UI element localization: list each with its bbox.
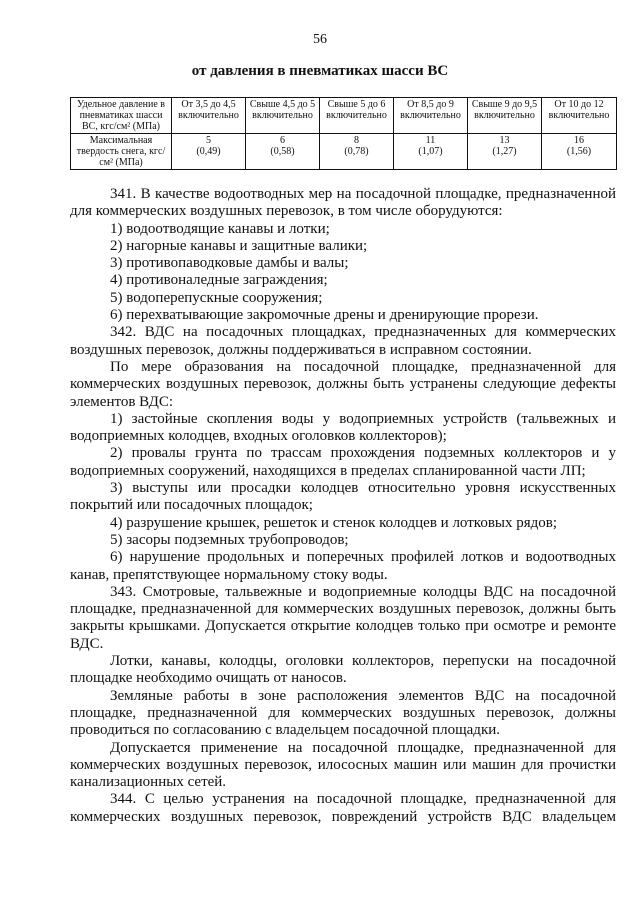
cell-value: 5 bbox=[206, 135, 211, 146]
table-column-header: От 8,5 до 9 включительно bbox=[394, 98, 468, 134]
list-item: 3) выступы или просадки колодцев относительно уровня искусственных покрытий или посадочных площадок; bbox=[70, 480, 616, 514]
table-row-label: Максимальная твердость снега, кгс/см² (МПа) bbox=[71, 134, 172, 170]
table-cell bbox=[172, 134, 246, 170]
cell-value: 8 bbox=[354, 135, 359, 146]
list-item: 1) водоотводящие канавы и лотки; bbox=[110, 220, 330, 237]
cell-value: 6 bbox=[280, 135, 285, 146]
section-heading: от давления в пневматиках шасси ВС bbox=[191, 63, 449, 79]
table-cell bbox=[246, 134, 320, 170]
list-item: 2) нагорные канавы и защитные валики; bbox=[110, 237, 368, 254]
table-cell bbox=[394, 134, 468, 170]
paragraph-343-machines: Допускается применение на посадочной площадке, предназначенной для коммерческих воздушных перевозок, илососных машин или машин для прочистки канализационных сетей. bbox=[70, 739, 616, 791]
cell-value-mpa: (0,49) bbox=[196, 146, 221, 157]
cell-value: 16 bbox=[574, 135, 584, 146]
cell-value-mpa: (1,56) bbox=[566, 146, 592, 157]
page-number: 56 bbox=[313, 32, 327, 47]
table-header-label: Удельное давление в пневматиках шасси ВС, кгс/см² (МПа) bbox=[71, 98, 172, 134]
list-item: 6) перехватывающие закромочные дрены и дренирующие прорези. bbox=[110, 307, 539, 324]
table-cell bbox=[542, 134, 617, 170]
list-item: 5) водоперепускные сооружения; bbox=[110, 289, 323, 306]
list-item: 5) засоры подземных трубопроводов; bbox=[110, 531, 349, 548]
table-column-header: От 3,5 до 4,5 включительно bbox=[172, 98, 246, 134]
paragraph-344: 344. С целью устранения на посадочной площадке, предназначенной для коммерческих воздушных перевозок, повреждений устройств ВДС владельцем bbox=[70, 791, 616, 825]
cell-value-mpa: (0,78) bbox=[344, 146, 369, 157]
list-item: 3) противопаводковые дамбы и валы; bbox=[110, 255, 349, 272]
cell-value: 13 bbox=[499, 135, 510, 146]
table-cell bbox=[468, 134, 542, 170]
cell-value: 11 bbox=[425, 135, 436, 146]
list-item: 2) провалы грунта по трассам прохождения подземных коллекторов и у водоприемных сооружений, находящихся в пределах спланированной части ЛП; bbox=[70, 445, 616, 479]
cell-value-mpa: (0,58) bbox=[270, 146, 295, 157]
table-column-header: Свыше 4,5 до 5 включительно bbox=[246, 98, 320, 134]
paragraph-342-defects: По мере образования на посадочной площадке, предназначенной для коммерческих воздушных перевозок, должны быть устранены следующие дефекты элементов ВДС: bbox=[70, 358, 616, 410]
paragraph-342: 342. ВДС на посадочных площадках, предназначенных для коммерческих воздушных перевозок, должны поддерживаться в исправном состоянии. bbox=[70, 324, 616, 358]
table-row bbox=[71, 134, 617, 170]
list-item: 4) противоналедные заграждения; bbox=[110, 272, 328, 289]
paragraph-343: 343. Смотровые, тальвежные и водоприемные колодцы ВДС на посадочной площадке, предназначенной для коммерческих воздушных перевозок, должны быть закрыты крышками. Допускается открытие колодцев только при осмотре и ремонте ВДС. bbox=[70, 583, 616, 652]
table-header-row bbox=[71, 98, 617, 134]
body-text bbox=[70, 186, 616, 826]
list-item: 4) разрушение крышек, решеток и стенок колодцев и лотковых рядов; bbox=[110, 514, 558, 531]
table-column-header: Свыше 5 до 6 включительно bbox=[320, 98, 394, 134]
cell-value-mpa: (1,07) bbox=[418, 146, 443, 157]
pressure-snow-table bbox=[70, 97, 617, 170]
list-item: 6) нарушение продольных и поперечных профилей лотков и водоотводных канав, препятствующее нормальному стоку воды. bbox=[70, 549, 616, 583]
table-column-header: От 10 до 12 включительно bbox=[542, 98, 617, 134]
table-cell bbox=[320, 134, 394, 170]
paragraph-343-cleaning: Лотки, канавы, колодцы, оголовки коллекторов, перепуски на посадочной площадке необходимо очищать от наносов. bbox=[70, 653, 616, 687]
list-item: 1) застойные скопления воды у водоприемных устройств (тальвежных и водоприемных колодцев, входных оголовков коллекторов); bbox=[70, 410, 616, 445]
paragraph-341: 341. В качестве водоотводных мер на посадочной площадке, предназначенной для коммерческих воздушных перевозок, в том числе оборудуются: bbox=[70, 186, 616, 220]
paragraph-343-earthworks: Земляные работы в зоне расположения элементов ВДС на посадочной площадке, предназначенной для коммерческих воздушных перевозок, должны проводиться по согласованию с владельцем посадочной площадки. bbox=[70, 687, 616, 739]
cell-value-mpa: (1,27) bbox=[492, 146, 517, 157]
table-column-header: Свыше 9 до 9,5 включительно bbox=[468, 98, 542, 134]
